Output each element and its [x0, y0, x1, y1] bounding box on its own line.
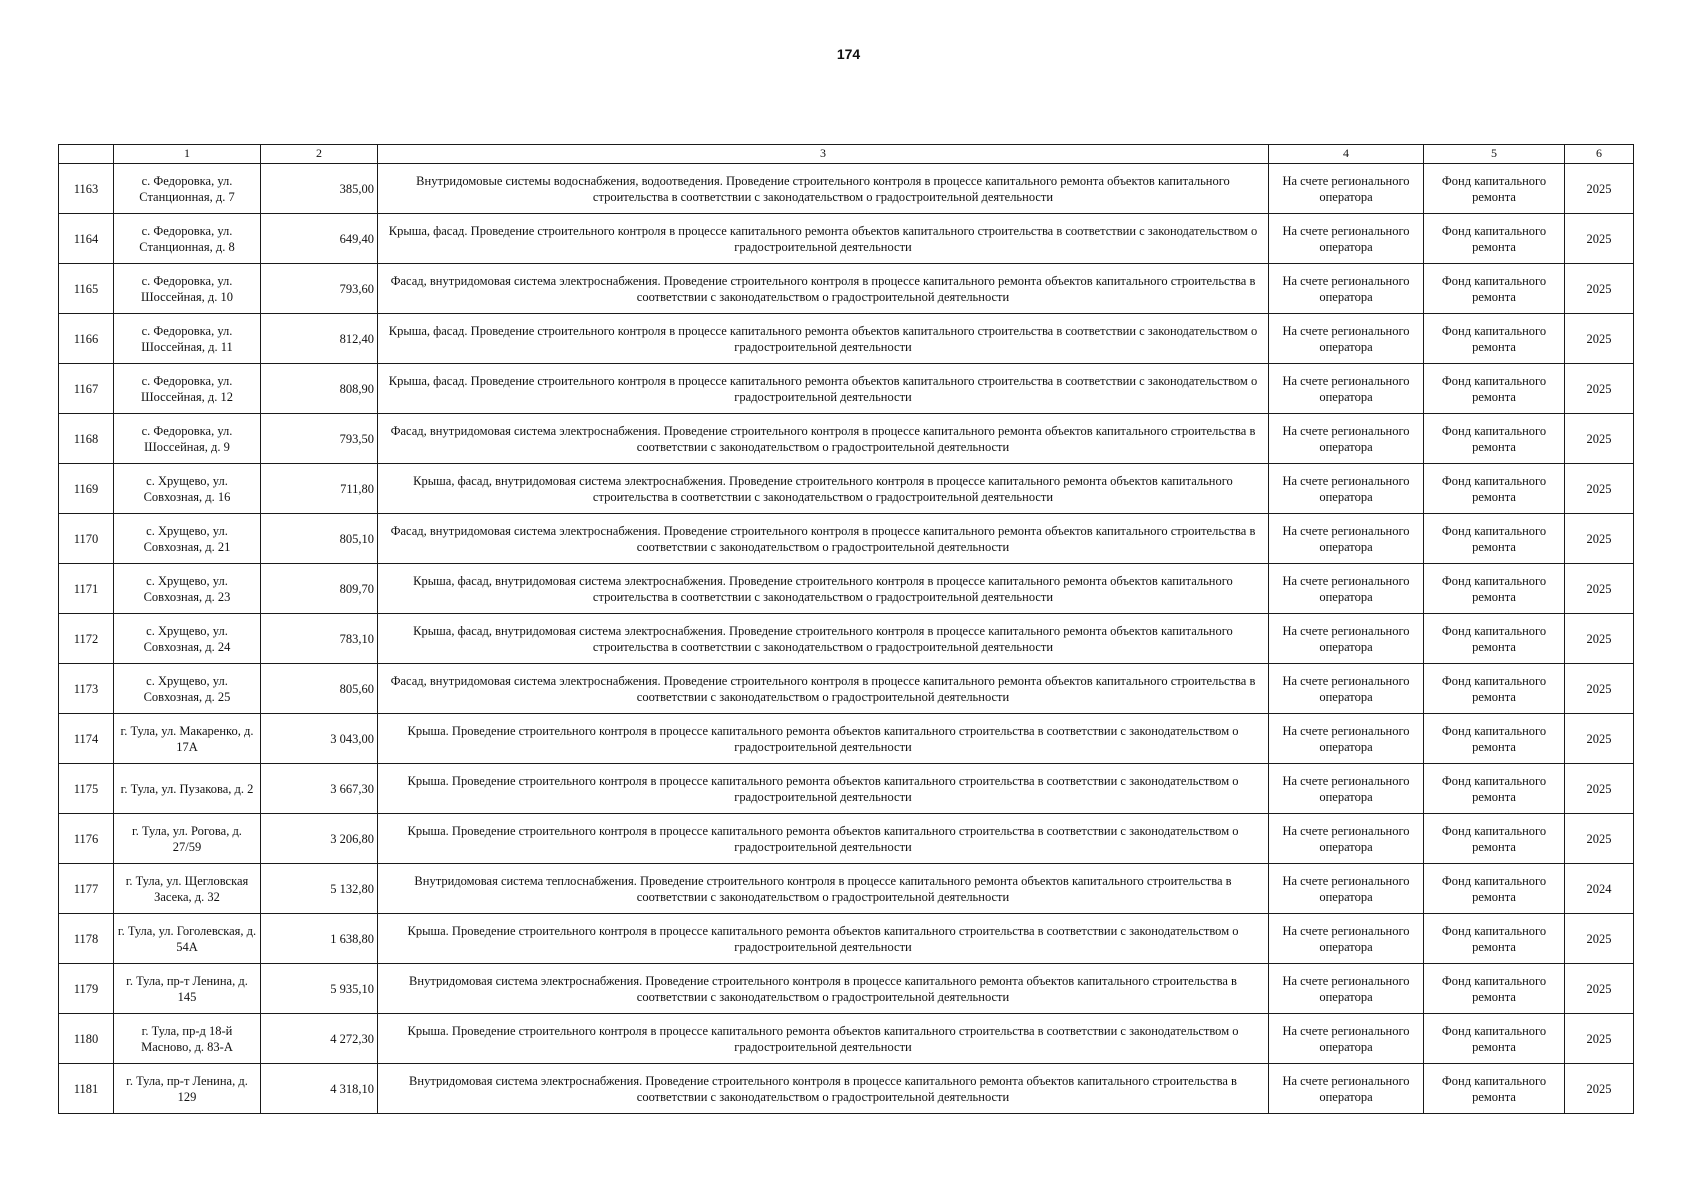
funding-source-cell: Фонд капитального ремонта: [1424, 964, 1565, 1014]
funding-source-cell: Фонд капитального ремонта: [1424, 664, 1565, 714]
cost-cell: 649,40: [261, 214, 378, 264]
row-number: 1174: [59, 714, 114, 764]
cost-cell: 1 638,80: [261, 914, 378, 964]
account-type-cell: На счете регионального оператора: [1269, 864, 1424, 914]
table-row: [59, 514, 1634, 564]
works-description-cell: Внутридомовые системы водоснабжения, водоотведения. Проведение строительного контроля в процессе капитального ремонта объектов капитального строительства в соответствии с законодательством о градостроительной деятельности: [378, 164, 1269, 214]
works-description-cell: Крыша. Проведение строительного контроля в процессе капитального ремонта объектов капитального строительства в соответствии с законодательством о градостроительной деятельности: [378, 814, 1269, 864]
row-number: 1180: [59, 1014, 114, 1064]
account-type-cell: На счете регионального оператора: [1269, 1014, 1424, 1064]
cost-cell: 711,80: [261, 464, 378, 514]
table-header-row: [59, 145, 1634, 164]
row-number: 1179: [59, 964, 114, 1014]
works-description-cell: Крыша, фасад, внутридомовая система электроснабжения. Проведение строительного контроля в процессе капитального ремонта объектов капитального строительства в соответствии с законодательством о градостроительной деятельности: [378, 464, 1269, 514]
table-row: [59, 264, 1634, 314]
works-description-cell: Крыша. Проведение строительного контроля в процессе капитального ремонта объектов капитального строительства в соответствии с законодательством о градостроительной деятельности: [378, 714, 1269, 764]
row-number: 1163: [59, 164, 114, 214]
funding-source-cell: Фонд капитального ремонта: [1424, 464, 1565, 514]
table-row: [59, 764, 1634, 814]
table-row: [59, 914, 1634, 964]
row-number: 1168: [59, 414, 114, 464]
table-row: [59, 864, 1634, 914]
year-cell: 2025: [1565, 964, 1634, 1014]
table-row: [59, 964, 1634, 1014]
funding-source-cell: Фонд капитального ремонта: [1424, 414, 1565, 464]
year-cell: 2025: [1565, 564, 1634, 614]
funding-source-cell: Фонд капитального ремонта: [1424, 1014, 1565, 1064]
works-description-cell: Крыша, фасад. Проведение строительного контроля в процессе капитального ремонта объектов капитального строительства в соответствии с законодательством о градостроительной деятельности: [378, 364, 1269, 414]
table-body: [59, 164, 1634, 1114]
row-number: 1171: [59, 564, 114, 614]
address-cell: г. Тула, пр-т Ленина, д. 145: [114, 964, 261, 1014]
works-description-cell: Фасад, внутридомовая система электроснабжения. Проведение строительного контроля в процессе капитального ремонта объектов капитального строительства в соответствии с законодательством о градостроительной деятельности: [378, 514, 1269, 564]
cost-cell: 783,10: [261, 614, 378, 664]
funding-source-cell: Фонд капитального ремонта: [1424, 764, 1565, 814]
works-description-cell: Крыша, фасад. Проведение строительного контроля в процессе капитального ремонта объектов капитального строительства в соответствии с законодательством о градостроительной деятельности: [378, 214, 1269, 264]
year-cell: 2024: [1565, 864, 1634, 914]
table-row: [59, 564, 1634, 614]
year-cell: 2025: [1565, 314, 1634, 364]
year-cell: 2025: [1565, 514, 1634, 564]
account-type-cell: На счете регионального оператора: [1269, 564, 1424, 614]
year-cell: 2025: [1565, 214, 1634, 264]
cost-cell: 812,40: [261, 314, 378, 364]
row-number: 1173: [59, 664, 114, 714]
year-cell: 2025: [1565, 914, 1634, 964]
funding-source-cell: Фонд капитального ремонта: [1424, 364, 1565, 414]
row-number: 1177: [59, 864, 114, 914]
account-type-cell: На счете регионального оператора: [1269, 614, 1424, 664]
year-cell: 2025: [1565, 364, 1634, 414]
works-description-cell: Фасад, внутридомовая система электроснабжения. Проведение строительного контроля в процессе капитального ремонта объектов капитального строительства в соответствии с законодательством о градостроительной деятельности: [378, 264, 1269, 314]
row-number: 1164: [59, 214, 114, 264]
row-number: 1172: [59, 614, 114, 664]
works-description-cell: Крыша, фасад, внутридомовая система электроснабжения. Проведение строительного контроля в процессе капитального ремонта объектов капитального строительства в соответствии с законодательством о градостроительной деятельности: [378, 614, 1269, 664]
cost-cell: 3 667,30: [261, 764, 378, 814]
address-cell: с. Хрущево, ул. Совхозная, д. 16: [114, 464, 261, 514]
table-row: [59, 664, 1634, 714]
row-number: 1165: [59, 264, 114, 314]
account-type-cell: На счете регионального оператора: [1269, 714, 1424, 764]
cost-cell: 808,90: [261, 364, 378, 414]
address-cell: с. Хрущево, ул. Совхозная, д. 21: [114, 514, 261, 564]
table-row: [59, 614, 1634, 664]
account-type-cell: На счете регионального оператора: [1269, 164, 1424, 214]
row-number: 1176: [59, 814, 114, 864]
cost-cell: 3 206,80: [261, 814, 378, 864]
works-description-cell: Внутридомовая система теплоснабжения. Проведение строительного контроля в процессе капитального ремонта объектов капитального строительства в соответствии с законодательством о градостроительной деятельности: [378, 864, 1269, 914]
account-type-cell: На счете регионального оператора: [1269, 464, 1424, 514]
account-type-cell: На счете регионального оператора: [1269, 314, 1424, 364]
address-cell: с. Федоровка, ул. Станционная, д. 7: [114, 164, 261, 214]
table-row: [59, 1014, 1634, 1064]
table-row: [59, 314, 1634, 364]
page-number: 174: [836, 46, 861, 62]
funding-source-cell: Фонд капитального ремонта: [1424, 864, 1565, 914]
address-cell: с. Федоровка, ул. Шоссейная, д. 10: [114, 264, 261, 314]
account-type-cell: На счете регионального оператора: [1269, 964, 1424, 1014]
table-row: [59, 1064, 1634, 1114]
header-cell: 1: [114, 145, 261, 164]
header-cell: 5: [1424, 145, 1565, 164]
works-description-cell: Крыша. Проведение строительного контроля в процессе капитального ремонта объектов капитального строительства в соответствии с законодательством о градостроительной деятельности: [378, 1014, 1269, 1064]
cost-cell: 4 272,30: [261, 1014, 378, 1064]
works-description-cell: Крыша. Проведение строительного контроля в процессе капитального ремонта объектов капитального строительства в соответствии с законодательством о градостроительной деятельности: [378, 764, 1269, 814]
row-number: 1181: [59, 1064, 114, 1114]
header-cell: 6: [1565, 145, 1634, 164]
address-cell: с. Хрущево, ул. Совхозная, д. 24: [114, 614, 261, 664]
works-description-cell: Крыша, фасад, внутридомовая система электроснабжения. Проведение строительного контроля в процессе капитального ремонта объектов капитального строительства в соответствии с законодательством о градостроительной деятельности: [378, 564, 1269, 614]
row-number: 1166: [59, 314, 114, 364]
address-cell: с. Хрущево, ул. Совхозная, д. 25: [114, 664, 261, 714]
address-cell: г. Тула, ул. Рогова, д. 27/59: [114, 814, 261, 864]
address-cell: с. Федоровка, ул. Шоссейная, д. 12: [114, 364, 261, 414]
capital-repair-table: [58, 144, 1634, 1114]
address-cell: г. Тула, пр-д 18-й Масново, д. 83-А: [114, 1014, 261, 1064]
account-type-cell: На счете регионального оператора: [1269, 414, 1424, 464]
address-cell: г. Тула, ул. Гоголевская, д. 54А: [114, 914, 261, 964]
year-cell: 2025: [1565, 814, 1634, 864]
year-cell: 2025: [1565, 764, 1634, 814]
year-cell: 2025: [1565, 664, 1634, 714]
header-cell: 3: [378, 145, 1269, 164]
year-cell: 2025: [1565, 614, 1634, 664]
cost-cell: 805,10: [261, 514, 378, 564]
account-type-cell: На счете регионального оператора: [1269, 914, 1424, 964]
funding-source-cell: Фонд капитального ремонта: [1424, 564, 1565, 614]
account-type-cell: На счете регионального оператора: [1269, 664, 1424, 714]
funding-source-cell: Фонд капитального ремонта: [1424, 214, 1565, 264]
works-description-cell: Внутридомовая система электроснабжения. Проведение строительного контроля в процессе капитального ремонта объектов капитального строительства в соответствии с законодательством о градостроительной деятельности: [378, 964, 1269, 1014]
funding-source-cell: Фонд капитального ремонта: [1424, 164, 1565, 214]
row-number: 1175: [59, 764, 114, 814]
funding-source-cell: Фонд капитального ремонта: [1424, 714, 1565, 764]
row-number: 1167: [59, 364, 114, 414]
year-cell: 2025: [1565, 1014, 1634, 1064]
address-cell: с. Федоровка, ул. Станционная, д. 8: [114, 214, 261, 264]
year-cell: 2025: [1565, 264, 1634, 314]
address-cell: с. Хрущево, ул. Совхозная, д. 23: [114, 564, 261, 614]
works-description-cell: Фасад, внутридомовая система электроснабжения. Проведение строительного контроля в процессе капитального ремонта объектов капитального строительства в соответствии с законодательством о градостроительной деятельности: [378, 414, 1269, 464]
table-row: [59, 164, 1634, 214]
account-type-cell: На счете регионального оператора: [1269, 814, 1424, 864]
year-cell: 2025: [1565, 464, 1634, 514]
address-cell: с. Федоровка, ул. Шоссейная, д. 11: [114, 314, 261, 364]
table-row: [59, 464, 1634, 514]
table-row: [59, 214, 1634, 264]
table-row: [59, 714, 1634, 764]
address-cell: г. Тула, пр-т Ленина, д. 129: [114, 1064, 261, 1114]
address-cell: г. Тула, ул. Пузакова, д. 2: [114, 764, 261, 814]
works-description-cell: Внутридомовая система электроснабжения. Проведение строительного контроля в процессе капитального ремонта объектов капитального строительства в соответствии с законодательством о градостроительной деятельности: [378, 1064, 1269, 1114]
header-cell: 2: [261, 145, 378, 164]
row-number: 1170: [59, 514, 114, 564]
cost-cell: 4 318,10: [261, 1064, 378, 1114]
year-cell: 2025: [1565, 164, 1634, 214]
table-row: [59, 814, 1634, 864]
table-row: [59, 364, 1634, 414]
account-type-cell: На счете регионального оператора: [1269, 214, 1424, 264]
address-cell: г. Тула, ул. Щегловская Засека, д. 32: [114, 864, 261, 914]
funding-source-cell: Фонд капитального ремонта: [1424, 264, 1565, 314]
cost-cell: 385,00: [261, 164, 378, 214]
works-description-cell: Крыша, фасад. Проведение строительного контроля в процессе капитального ремонта объектов капитального строительства в соответствии с законодательством о градостроительной деятельности: [378, 314, 1269, 364]
year-cell: 2025: [1565, 1064, 1634, 1114]
year-cell: 2025: [1565, 414, 1634, 464]
cost-cell: 809,70: [261, 564, 378, 614]
works-description-cell: Фасад, внутридомовая система электроснабжения. Проведение строительного контроля в процессе капитального ремонта объектов капитального строительства в соответствии с законодательством о градостроительной деятельности: [378, 664, 1269, 714]
header-cell: [59, 145, 114, 164]
account-type-cell: На счете регионального оператора: [1269, 514, 1424, 564]
address-cell: г. Тула, ул. Макаренко, д. 17А: [114, 714, 261, 764]
address-cell: с. Федоровка, ул. Шоссейная, д. 9: [114, 414, 261, 464]
account-type-cell: На счете регионального оператора: [1269, 1064, 1424, 1114]
funding-source-cell: Фонд капитального ремонта: [1424, 314, 1565, 364]
account-type-cell: На счете регионального оператора: [1269, 364, 1424, 414]
funding-source-cell: Фонд капитального ремонта: [1424, 614, 1565, 664]
account-type-cell: На счете регионального оператора: [1269, 764, 1424, 814]
table-row: [59, 414, 1634, 464]
row-number: 1178: [59, 914, 114, 964]
cost-cell: 3 043,00: [261, 714, 378, 764]
works-description-cell: Крыша. Проведение строительного контроля в процессе капитального ремонта объектов капитального строительства в соответствии с законодательством о градостроительной деятельности: [378, 914, 1269, 964]
year-cell: 2025: [1565, 714, 1634, 764]
account-type-cell: На счете регионального оператора: [1269, 264, 1424, 314]
funding-source-cell: Фонд капитального ремонта: [1424, 914, 1565, 964]
funding-source-cell: Фонд капитального ремонта: [1424, 1064, 1565, 1114]
cost-cell: 793,60: [261, 264, 378, 314]
funding-source-cell: Фонд капитального ремонта: [1424, 514, 1565, 564]
cost-cell: 805,60: [261, 664, 378, 714]
cost-cell: 5 935,10: [261, 964, 378, 1014]
cost-cell: 793,50: [261, 414, 378, 464]
header-cell: 4: [1269, 145, 1424, 164]
funding-source-cell: Фонд капитального ремонта: [1424, 814, 1565, 864]
row-number: 1169: [59, 464, 114, 514]
cost-cell: 5 132,80: [261, 864, 378, 914]
